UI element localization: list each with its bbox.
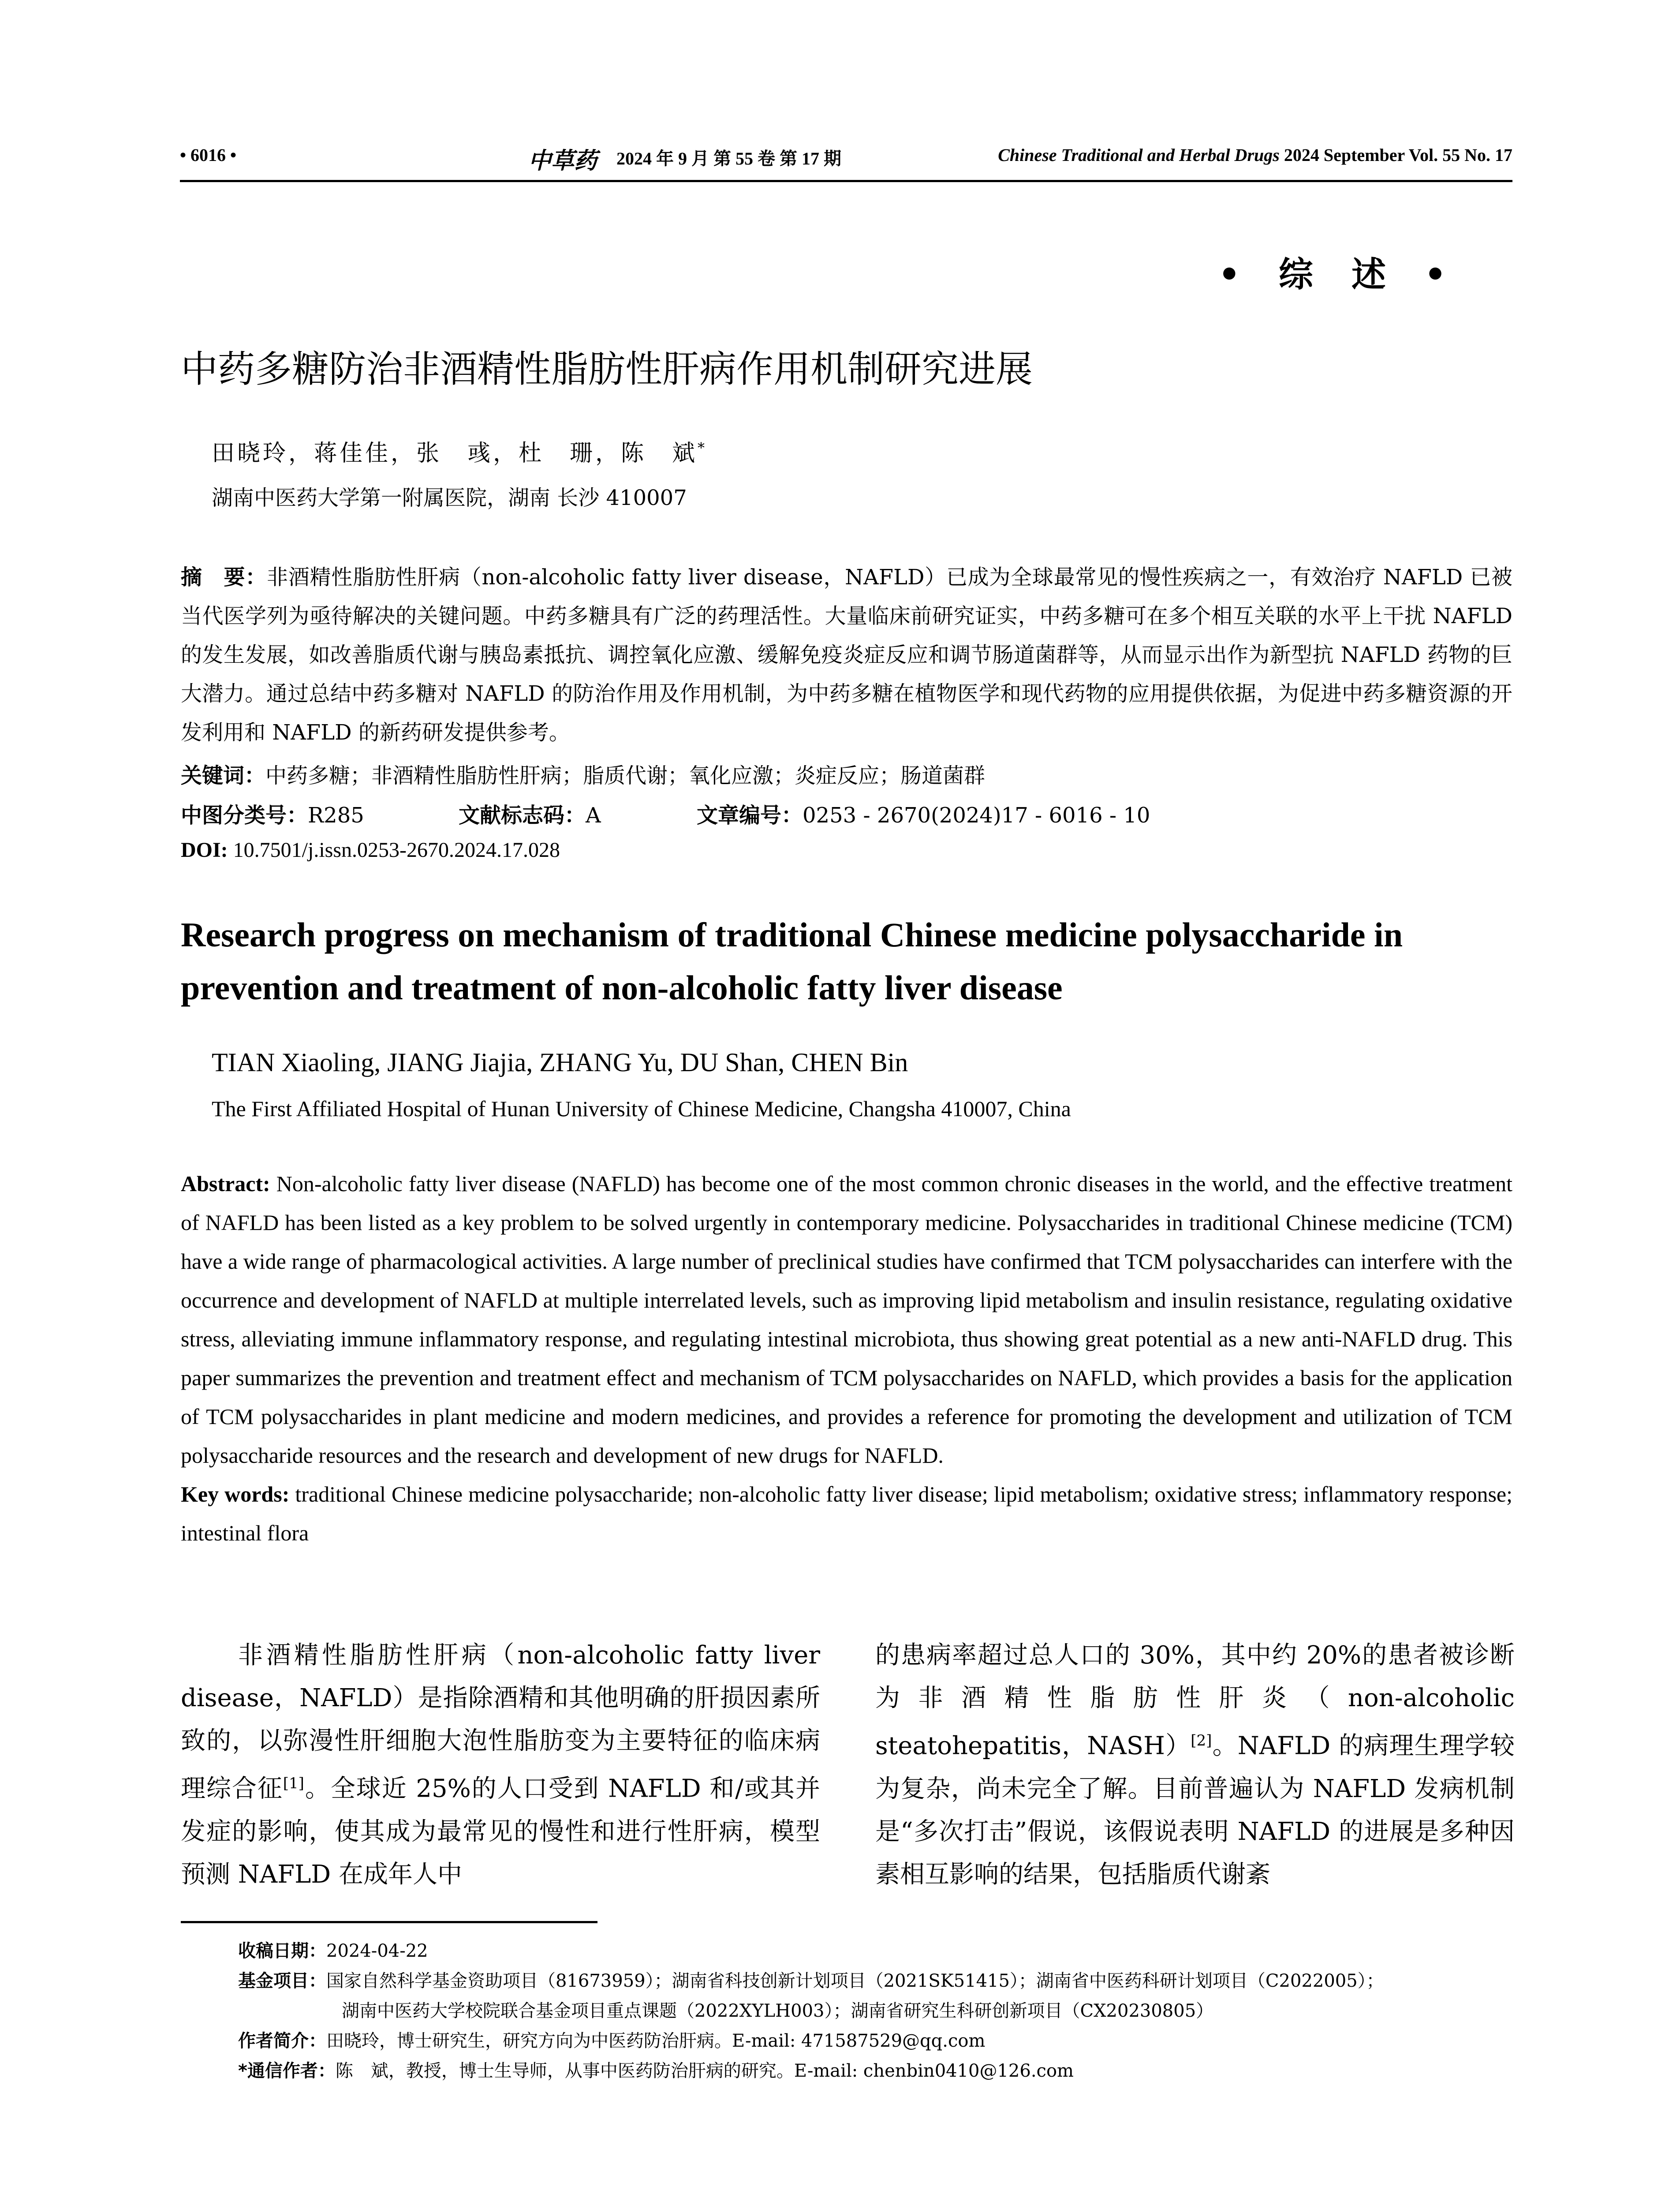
article-value: 0253 - 2670(2024)17 - 6016 - 10 [803, 803, 1150, 828]
corresponding-author [238, 2056, 1512, 2086]
keywords-cn-label: 关键词： [181, 763, 266, 788]
keywords-en [181, 1475, 1512, 1552]
author-bio-label: 作者简介： [238, 2031, 326, 2051]
affiliation-en: The First Affiliated Hospital of Hunan University of Chinese Medicine, Changsha 410007, China [212, 1096, 1071, 1121]
corresponding-label: *通信作者： [238, 2061, 336, 2081]
doi-line [181, 838, 560, 862]
fund-info-continued: 湖南中医药大学校院联合基金项目重点课题（2022XYLH003）；湖南省研究生科研创新项目（CX20230805） [342, 2001, 1214, 2021]
citation-1[interactable]: [1] [283, 1775, 304, 1792]
body-right-text-b: 。NAFLD 的病理生理学较为复杂，尚未完全了解。目前普遍认为 NAFLD 发病机制是“多次打击”假说，该假说表明 NAFLD 的进展是多种因素相互影响的结果，包括脂质代谢紊 [875, 1731, 1515, 1889]
issue-info-cn: 2024 年 9 月 第 55 卷 第 17 期 [616, 149, 841, 168]
keywords-cn [181, 759, 985, 789]
received-label: 收稿日期： [238, 1941, 326, 1961]
body-left-text-b: 。全球近 25%的人口受到 NAFLD 和/或其并发症的影响，使其成为最常见的慢性和进行性肝病，模型预测 NAFLD 在成年人中 [181, 1774, 820, 1889]
running-header [180, 145, 1512, 182]
body-left-text-a: 非酒精性脂肪性肝病（non-alcoholic fatty liver disease，NAFLD）是指除酒精和其他明确的肝损因素所致的，以弥漫性肝细胞大泡性脂肪变为主要特征的临床病理综合征 [181, 1641, 820, 1803]
clc-number [181, 803, 364, 828]
keywords-cn-text: 中药多糖；非酒精性脂肪性肝病；脂质代谢；氧化应激；炎症反应；肠道菌群 [265, 763, 986, 788]
article-label: 文章编号： [697, 803, 803, 828]
footnote-divider [181, 1921, 597, 1923]
fund-label: 基金项目： [238, 1971, 326, 1991]
corresponding-mark: * [698, 439, 708, 456]
page-number: • 6016 • [180, 145, 237, 165]
clc-value: R285 [308, 803, 364, 828]
classification-line [181, 798, 1150, 829]
abstract-en-label: Abstract: [181, 1171, 270, 1196]
received-date [238, 1936, 1512, 1966]
keywords-en-label: Key words: [181, 1482, 290, 1506]
authors-cn [212, 434, 707, 467]
authors-en: TIAN Xiaoling, JIANG Jiajia, ZHANG Yu, DU Shan, CHEN Bin [212, 1048, 908, 1077]
received-value: 2024-04-22 [326, 1941, 428, 1961]
abstract-en-text: Non-alcoholic fatty liver disease (NAFLD) has become one of the most common chronic diseases in the world, and the effective treatment of NAFLD has been listed as a key problem to be solved urgently in contemporary medicine. Polysaccharides in traditional Chinese medicine (TCM) have a wide range of pharmacological activities. A large number of preclinical studies have confirmed that TCM polysaccharides can interfere with the occurrence and development of NAFLD at multiple interrelated levels, such as improving lipid metabolism and insulin resistance, regulating oxidative stress, alleviating immune inflammatory response, and regulating intestinal microbiota, thus showing great potential as a new anti-NAFLD drug. This paper summarizes the prevention and treatment effect and mechanism of TCM polysaccharides on NAFLD, which provides a basis for the application of TCM polysaccharides in plant medicine and modern medicines, and provides a reference for promoting the development and utilization of TCM polysaccharide resources and the research and development of new drugs for NAFLD. [181, 1171, 1512, 1468]
issue-info-en [998, 145, 1512, 165]
corresponding-value: 陈 斌，教授，博士生导师，从事中医药防治肝病的研究。E-mail: chenbin0410@126.com [335, 2061, 1074, 2081]
article-number [697, 798, 1150, 829]
abstract-cn [181, 558, 1512, 752]
affiliation-cn: 湖南中医药大学第一附属医院，湖南 长沙 410007 [212, 486, 687, 510]
abstract-en-paragraph [181, 1164, 1512, 1475]
author-bio-value: 田晓玲，博士研究生，研究方向为中医药防治肝病。E-mail: 471587529@qq.com [326, 2031, 986, 2051]
citation-2[interactable]: [2] [1191, 1732, 1212, 1749]
body-column-right [875, 1634, 1515, 1896]
doi-link[interactable]: 10.7501/j.issn.0253-2670.2024.17.028 [233, 838, 560, 862]
fund-info [238, 1966, 1512, 1996]
clc-label: 中图分类号： [181, 803, 308, 828]
author-bio [238, 2026, 1512, 2056]
doc-label: 文献标志码： [459, 803, 586, 828]
journal-name-en: Chinese Traditional and Herbal Drugs [998, 145, 1280, 165]
body-column-left [181, 1634, 820, 1896]
abstract-en [181, 1164, 1512, 1552]
doc-value: A [586, 803, 601, 828]
body-right-text-a: 的患病率超过总人口的 30%，其中约 20%的患者被诊断为非酒精性脂肪性肝炎（non-alcoholic steatohepatitis，NASH） [875, 1641, 1515, 1760]
title-cn: 中药多糖防治非酒精性脂肪性肝病作用机制研究进展 [181, 348, 1033, 391]
section-tag: • 综 述 • [1218, 254, 1460, 295]
footnotes [238, 1936, 1512, 2086]
document-code [459, 798, 601, 829]
abstract-cn-text: 非酒精性脂肪性肝病（non-alcoholic fatty liver disease，NAFLD）已成为全球最常见的慢性疾病之一，有效治疗 NAFLD 已被当代医学列为亟待解决的关键问题。中药多糖具有广泛的药理活性。大量临床前研究证实，中药多糖可在多个相互关联的水平上干扰 NAFLD 的发生发展，如改善脂质代谢与胰岛素抵抗、调控氧化应激、缓解免疫炎症反应和调节肠道菌群等，从而显示出作为新型抗 NAFLD 药物的巨大潜力。通过总结中药多糖对 NAFLD 的防治作用及作用机制，为中药多糖在植物医学和现代药物的应用提供依据，为促进中药多糖资源的开发利用和 NAFLD 的新药研发提供参考。 [181, 565, 1512, 745]
doi-label: DOI: [181, 838, 228, 862]
fund-line-1: 国家自然科学基金资助项目（81673959）；湖南省科技创新计划项目（2021SK51415）；湖南省中医药科研计划项目（C2022005）； [326, 1971, 1384, 1991]
authors-cn-names: 田晓玲，蒋佳佳，张 彧，杜 珊，陈 斌 [212, 440, 698, 467]
abstract-cn-label: 摘 要： [181, 565, 267, 590]
journal-name-cn: 中草药 [528, 148, 597, 174]
keywords-en-text: traditional Chinese medicine polysaccharide; non-alcoholic fatty liver disease; lipid metabolism; oxidative stress; inflammatory response; intestinal flora [181, 1482, 1513, 1545]
title-en: Research progress on mechanism of traditional Chinese medicine polysaccharide in prevention and treatment of non-alcoholic fatty liver disease [181, 916, 1403, 1007]
issue-date-en: 2024 September Vol. 55 No. 17 [1284, 145, 1512, 165]
